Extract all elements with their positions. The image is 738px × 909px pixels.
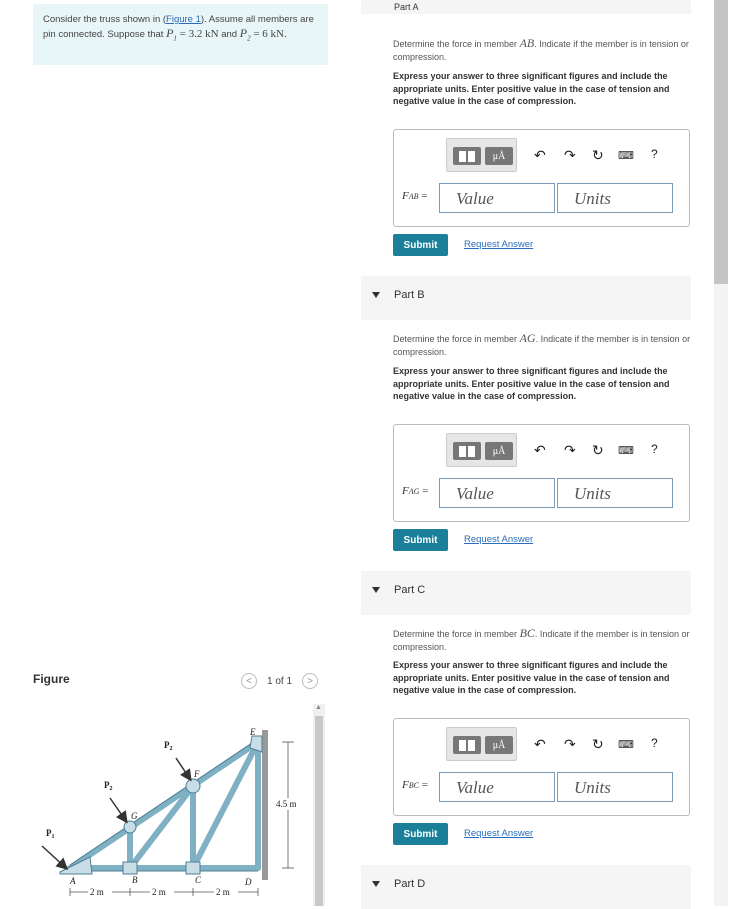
- part-a-question: Determine the force in member AB. Indicate if the member is in tension or compression.: [393, 36, 689, 62]
- redo-icon[interactable]: ↷: [564, 147, 576, 163]
- figure-title: Figure: [33, 672, 70, 686]
- collapse-triangle-icon[interactable]: [372, 292, 380, 298]
- submit-button-b[interactable]: Submit: [393, 529, 448, 551]
- and-text: and: [221, 28, 238, 40]
- part-b-question: Determine the force in member AG. Indicate if the member is in tension or compression.: [393, 331, 691, 357]
- f-bc-label: FBC =: [402, 779, 428, 791]
- help-icon[interactable]: ?: [651, 147, 658, 161]
- label-P2-f: $P_2$: [164, 740, 173, 752]
- part-d-title: Part D: [394, 878, 426, 890]
- part-a-title: Part A: [394, 2, 419, 12]
- keyboard-icon[interactable]: ⌨: [618, 150, 634, 162]
- part-b-instructions: Express your answer to three significant figures and include the appropriate units. Enter positive value in the case of tension and negative value in the case of compression.: [393, 366, 670, 401]
- truss-members: [70, 742, 258, 868]
- redo-icon[interactable]: ↷: [564, 736, 576, 752]
- request-answer-a[interactable]: Request Answer: [464, 239, 534, 250]
- part-c-answer-box: [393, 718, 690, 816]
- figure-pager: [241, 672, 318, 690]
- label-A: A: [70, 876, 76, 886]
- problem-text: Consider the truss shown in (: [43, 14, 167, 25]
- keyboard-icon[interactable]: ⌨: [618, 739, 634, 751]
- part-d-header[interactable]: [361, 865, 691, 909]
- label-F: F: [194, 769, 200, 779]
- scroll-up-icon[interactable]: ▲: [315, 704, 322, 711]
- units-input[interactable]: Units: [557, 772, 673, 802]
- load-p2-arrow-g: [110, 798, 126, 821]
- template-group: [446, 138, 517, 172]
- template-group: [446, 433, 517, 467]
- templates-button[interactable]: [453, 147, 481, 165]
- p1-symbol: $P_1$: [166, 25, 177, 42]
- part-c-question: Determine the force in member BC. Indicate if the member is in tension or compression.: [393, 626, 690, 652]
- units-button[interactable]: μÅ: [485, 147, 513, 165]
- help-icon[interactable]: ?: [651, 736, 658, 750]
- templates-button[interactable]: [453, 736, 481, 754]
- templates-button[interactable]: [453, 442, 481, 460]
- p2-value: = 6 kN.: [250, 27, 287, 40]
- problem-text-2: ). Assume all members are pin connected. Suppose that: [43, 14, 314, 40]
- next-figure-button[interactable]: >: [302, 673, 318, 689]
- reset-icon[interactable]: ↻: [592, 442, 604, 458]
- label-G: G: [131, 811, 138, 821]
- part-c-header[interactable]: [361, 571, 691, 615]
- load-p1-arrow: [42, 846, 66, 868]
- reset-icon[interactable]: ↻: [592, 736, 604, 752]
- redo-icon[interactable]: ↷: [564, 442, 576, 458]
- joint-A: [60, 857, 92, 874]
- dim-bc: 2 m: [152, 887, 166, 897]
- f-ag-label: FAG =: [402, 485, 429, 497]
- part-b-header[interactable]: [361, 276, 691, 320]
- math-toolbar: [446, 433, 681, 467]
- label-E: E: [250, 727, 256, 737]
- units-input[interactable]: Units: [557, 183, 673, 213]
- main-scroll-thumb[interactable]: [714, 0, 728, 284]
- load-p2-arrow-f: [176, 758, 190, 779]
- joint-B: [123, 862, 137, 874]
- help-icon[interactable]: ?: [651, 442, 658, 456]
- figure-scrollbar[interactable]: [313, 704, 325, 906]
- part-a-instructions: Express your answer to three significant figures and include the appropriate units. Enter positive value in the case of tension and negative value in the case of compression.: [393, 71, 670, 106]
- label-C: C: [195, 875, 202, 885]
- figure-page-count: 1 of 1: [267, 675, 293, 687]
- part-a-header[interactable]: [361, 0, 691, 14]
- template-group: [446, 727, 517, 761]
- joint-G: [124, 821, 136, 833]
- part-b-title: Part B: [394, 289, 425, 301]
- main-scrollbar[interactable]: [714, 0, 728, 906]
- collapse-triangle-icon[interactable]: [372, 587, 380, 593]
- problem-statement: [33, 4, 328, 65]
- label-P2-g: $P_2$: [104, 780, 113, 792]
- units-input[interactable]: Units: [557, 478, 673, 508]
- f-ab-label: FAB =: [402, 190, 428, 202]
- member-ab: AB: [519, 36, 535, 50]
- reset-icon[interactable]: ↻: [592, 147, 604, 163]
- units-button[interactable]: μÅ: [485, 736, 513, 754]
- wall-support: [262, 730, 268, 880]
- label-P1: $P_1$: [46, 828, 55, 840]
- joint-C: [186, 862, 200, 874]
- prev-figure-button[interactable]: <: [241, 673, 257, 689]
- part-a-answer-box: [393, 129, 690, 227]
- part-c-title: Part C: [394, 584, 426, 596]
- part-c-instructions: Express your answer to three significant figures and include the appropriate units. Enter positive value in the case of tension and negative value in the case of compression.: [393, 660, 670, 695]
- collapse-triangle-icon[interactable]: [372, 881, 380, 887]
- figure-link[interactable]: Figure 1: [166, 14, 201, 25]
- units-button[interactable]: μÅ: [485, 442, 513, 460]
- math-toolbar: [446, 727, 681, 761]
- part-b-answer-box: [393, 424, 690, 522]
- member-ag: AG: [519, 331, 536, 345]
- math-toolbar: [446, 138, 681, 172]
- figure-scroll-thumb[interactable]: [315, 716, 323, 906]
- truss-figure: [30, 722, 320, 906]
- dim-height: 4.5 m: [276, 799, 297, 809]
- joint-F: [186, 779, 200, 793]
- label-B: B: [132, 875, 138, 885]
- request-answer-b[interactable]: Request Answer: [464, 534, 534, 545]
- keyboard-icon[interactable]: ⌨: [618, 445, 634, 457]
- label-D: D: [245, 877, 252, 887]
- member-bc: BC: [519, 626, 535, 640]
- value-input[interactable]: Value: [439, 478, 555, 508]
- submit-button-a[interactable]: Submit: [393, 234, 448, 256]
- undo-icon[interactable]: ↶: [534, 147, 546, 163]
- request-answer-c[interactable]: Request Answer: [464, 828, 534, 839]
- p2-symbol: $P_2$: [239, 25, 251, 42]
- dim-ab: 2 m: [90, 887, 104, 897]
- undo-icon[interactable]: ↶: [534, 442, 546, 458]
- p1-value: = 3.2 kN: [176, 27, 219, 40]
- submit-button-c[interactable]: Submit: [393, 823, 448, 845]
- undo-icon[interactable]: ↶: [534, 736, 546, 752]
- dim-cd: 2 m: [216, 887, 230, 897]
- value-input[interactable]: Value: [439, 183, 555, 213]
- value-input[interactable]: Value: [439, 772, 555, 802]
